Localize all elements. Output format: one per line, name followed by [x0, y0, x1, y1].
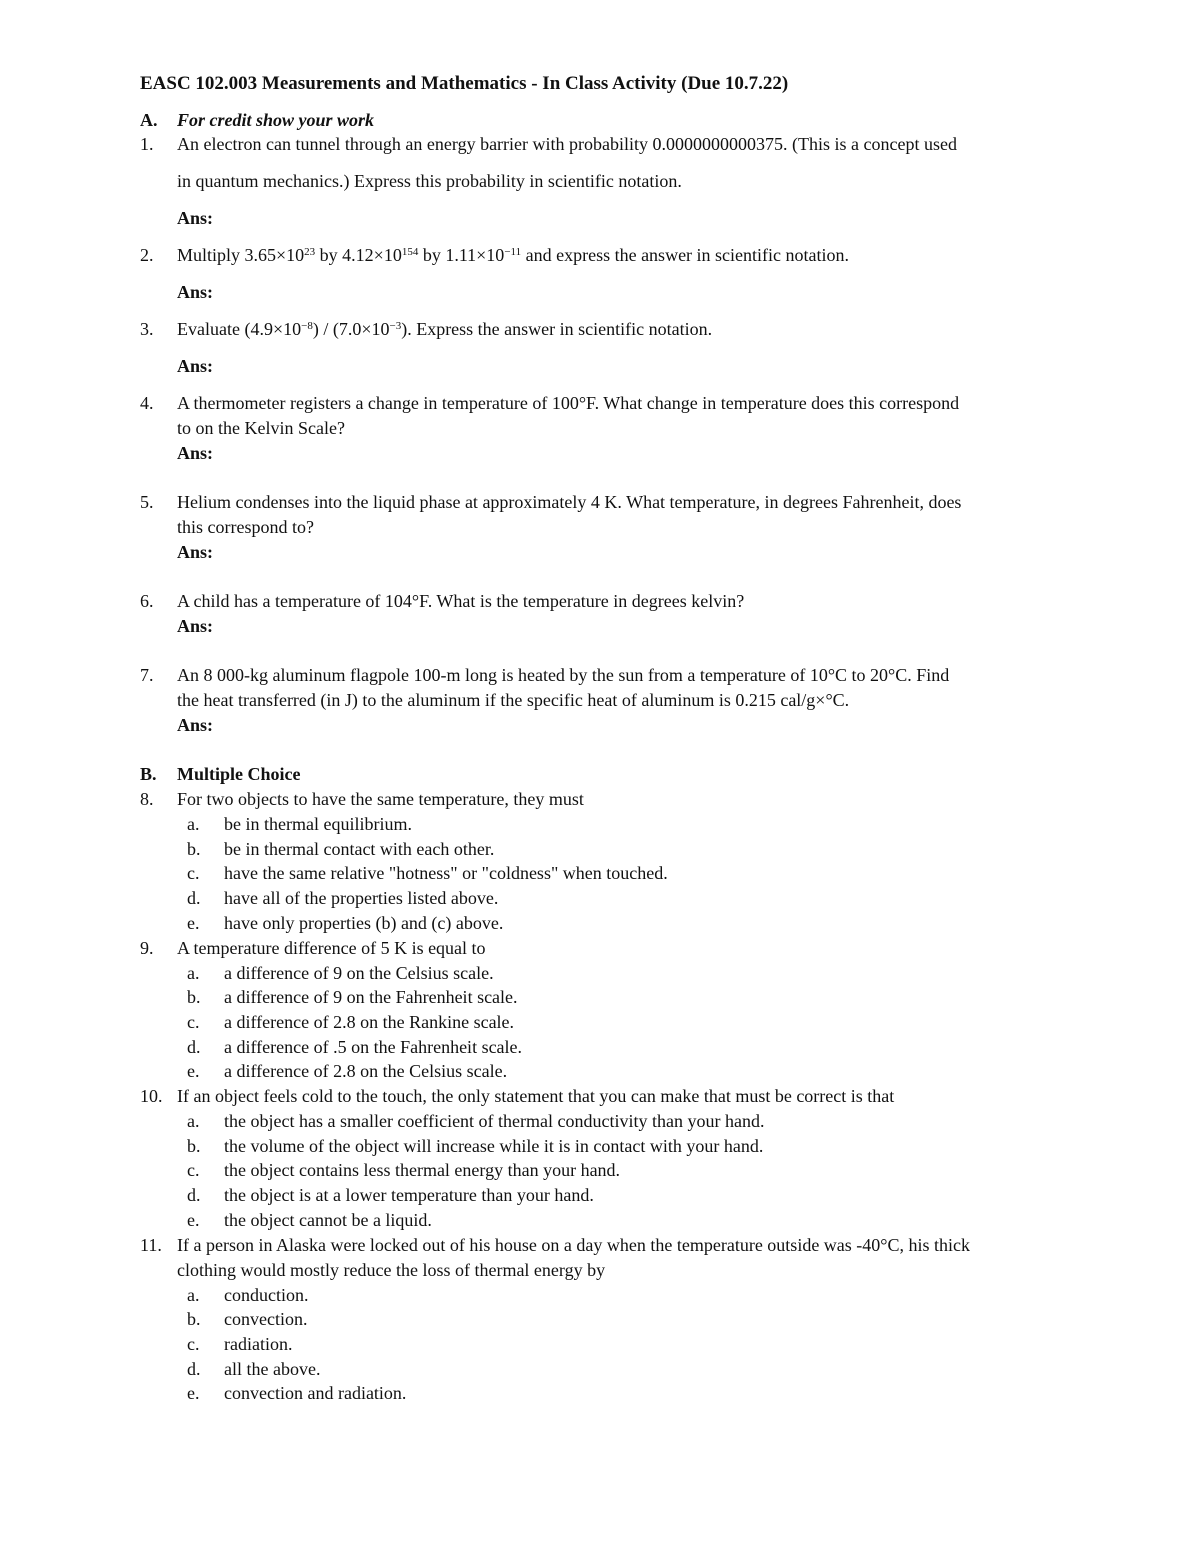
question-8	[140, 787, 1140, 812]
option-letter: c.	[187, 1160, 200, 1181]
question-9	[140, 936, 1140, 961]
option-text: the volume of the object will increase while it is in contact with your hand.	[224, 1135, 764, 1156]
option-text: have the same relative "hotness" or "coldness" when touched.	[224, 863, 668, 884]
option-a	[187, 1283, 1140, 1308]
option-letter: a.	[187, 814, 200, 834]
option-letter: d.	[187, 1185, 201, 1206]
option-a	[187, 961, 1140, 986]
option-text: radiation.	[224, 1333, 293, 1354]
option-d	[187, 1357, 1140, 1382]
option-e	[187, 1381, 1140, 1406]
option-text: the object cannot be a liquid.	[224, 1209, 432, 1230]
option-letter: a.	[187, 962, 200, 983]
option-c	[187, 861, 1140, 886]
option-text: the object is at a lower temperature than your hand.	[224, 1185, 594, 1206]
option-text: be in thermal contact with each other.	[224, 838, 495, 859]
question-text: A temperature difference of 5 K is equal to	[177, 937, 486, 958]
question-text: For two objects to have the same temperature, they must	[177, 789, 584, 809]
option-text: a difference of 9 on the Celsius scale.	[224, 962, 494, 983]
question-text: Helium condenses into the liquid phase at approximately 4 K. What temperature, in degrees Fahrenheit, does	[177, 492, 962, 512]
option-letter: a.	[187, 1111, 200, 1132]
text-run: by 4.12×10	[315, 245, 402, 265]
option-e	[187, 1208, 1140, 1233]
option-letter: e.	[187, 912, 200, 933]
question-number: 11.	[140, 1234, 162, 1255]
option-text: have only properties (b) and (c) above.	[224, 912, 504, 933]
section-a-title: For credit show your work	[177, 110, 375, 130]
options-q11	[187, 1283, 1140, 1407]
question-text: to on the Kelvin Scale?	[177, 418, 345, 438]
question-number: 8.	[140, 789, 154, 809]
option-text: a difference of 9 on the Fahrenheit scale.	[224, 987, 518, 1008]
question-number: 9.	[140, 937, 154, 958]
question-text: in quantum mechanics.) Express this probability in scientific notation.	[177, 171, 682, 191]
question-text: A thermometer registers a change in temperature of 100°F. What change in temperature does this correspond	[177, 393, 960, 413]
worksheet	[140, 72, 1140, 1406]
option-letter: d.	[187, 1358, 201, 1379]
option-text: have all of the properties listed above.	[224, 888, 499, 909]
question-text: An 8 000-kg aluminum flagpole 100-m long is heated by the sun from a temperature of 10°C to 20°C. Find	[177, 665, 950, 685]
option-d	[187, 1183, 1140, 1208]
option-a	[187, 1109, 1140, 1134]
section-a-label: A.	[140, 110, 158, 130]
option-text: all the above.	[224, 1358, 321, 1379]
section-a-heading	[140, 109, 1140, 132]
text-run: Multiply 3.65×10	[177, 245, 305, 265]
exponent: 154	[401, 245, 419, 258]
option-letter: b.	[187, 1309, 201, 1330]
section-b-label: B.	[140, 764, 157, 784]
option-letter: a.	[187, 1284, 200, 1305]
question-5	[140, 490, 1140, 565]
exponent: −8	[301, 319, 313, 332]
answer-label: Ans:	[177, 356, 214, 376]
question-number: 7.	[140, 665, 154, 685]
question-text: If an object feels cold to the touch, the only statement that you can make that must be correct is that	[177, 1086, 895, 1107]
question-number: 3.	[140, 319, 154, 339]
options-q9	[187, 961, 1140, 1085]
question-number: 5.	[140, 492, 154, 512]
option-text: convection and radiation.	[224, 1383, 407, 1404]
question-text: An electron can tunnel through an energy barrier with probability 0.0000000000375. (This is a concept used	[177, 134, 957, 154]
option-letter: e.	[187, 1383, 200, 1404]
question-6	[140, 589, 1140, 639]
answer-label: Ans:	[177, 715, 214, 735]
option-letter: d.	[187, 1036, 201, 1057]
option-text: a difference of 2.8 on the Celsius scale.	[224, 1061, 508, 1082]
option-c	[187, 1332, 1140, 1357]
question-2	[140, 243, 1140, 305]
exponent: 23	[304, 245, 316, 258]
question-text	[177, 243, 1140, 268]
answer-label: Ans:	[177, 282, 214, 302]
option-letter: b.	[187, 838, 201, 859]
option-c	[187, 1010, 1140, 1035]
option-text: the object has a smaller coefficient of thermal conductivity than your hand.	[224, 1111, 765, 1132]
question-number: 6.	[140, 591, 154, 611]
option-letter: d.	[187, 888, 201, 909]
section-b-title: Multiple Choice	[177, 764, 301, 784]
option-b	[187, 1307, 1140, 1332]
option-text: a difference of .5 on the Fahrenheit scale.	[224, 1036, 523, 1057]
text-run: ) / (7.0×10	[312, 319, 390, 339]
question-number: 10.	[140, 1086, 163, 1107]
option-c	[187, 1158, 1140, 1183]
answer-label: Ans:	[177, 443, 214, 463]
option-letter: c.	[187, 863, 200, 884]
option-letter: c.	[187, 1333, 200, 1354]
question-7	[140, 663, 1140, 738]
question-11	[140, 1233, 1140, 1283]
question-number: 2.	[140, 245, 154, 265]
option-b	[187, 1134, 1140, 1159]
option-letter: e.	[187, 1061, 200, 1082]
question-4	[140, 391, 1140, 466]
options-q8	[187, 812, 1140, 936]
option-text: the object contains less thermal energy than your hand.	[224, 1160, 621, 1181]
answer-label: Ans:	[177, 542, 214, 562]
answer-label: Ans:	[177, 616, 214, 636]
question-text: clothing would mostly reduce the loss of thermal energy by	[177, 1259, 606, 1280]
option-e	[187, 1059, 1140, 1084]
text-run: Evaluate (4.9×10	[177, 319, 302, 339]
text-run: by 1.11×10	[418, 245, 505, 265]
exponent: −11	[504, 245, 522, 258]
answer-label: Ans:	[177, 208, 214, 228]
option-a	[187, 812, 1140, 837]
options-q10	[187, 1109, 1140, 1233]
question-text: If a person in Alaska were locked out of his house on a day when the temperature outside was -40°C, his thick	[177, 1234, 970, 1255]
option-letter: e.	[187, 1209, 200, 1230]
option-b	[187, 985, 1140, 1010]
option-text: convection.	[224, 1309, 308, 1330]
section-b-heading	[140, 762, 1140, 787]
text-run: ). Express the answer in scientific notation.	[401, 319, 713, 339]
option-d	[187, 1035, 1140, 1060]
question-number: 1.	[140, 134, 154, 154]
option-text: conduction.	[224, 1284, 309, 1305]
question-10	[140, 1084, 1140, 1109]
option-letter: b.	[187, 1135, 201, 1156]
question-text: the heat transferred (in J) to the aluminum if the specific heat of aluminum is 0.215 cal/g×°C.	[177, 690, 850, 710]
question-1	[140, 132, 1140, 231]
question-text: A child has a temperature of 104°F. What is the temperature in degrees kelvin?	[177, 591, 745, 611]
option-d	[187, 886, 1140, 911]
option-letter: c.	[187, 1011, 200, 1032]
option-letter: b.	[187, 987, 201, 1008]
option-e	[187, 911, 1140, 936]
question-number: 4.	[140, 393, 154, 413]
page-title: EASC 102.003 Measurements and Mathematics - In Class Activity (Due 10.7.22)	[140, 73, 789, 94]
text-run: and express the answer in scientific notation.	[521, 245, 850, 265]
option-text: a difference of 2.8 on the Rankine scale.	[224, 1011, 515, 1032]
question-text	[177, 317, 1140, 342]
question-text: this correspond to?	[177, 517, 314, 537]
exponent: −3	[389, 319, 402, 332]
option-text: be in thermal equilibrium.	[224, 814, 412, 834]
question-3	[140, 317, 1140, 379]
option-b	[187, 837, 1140, 862]
